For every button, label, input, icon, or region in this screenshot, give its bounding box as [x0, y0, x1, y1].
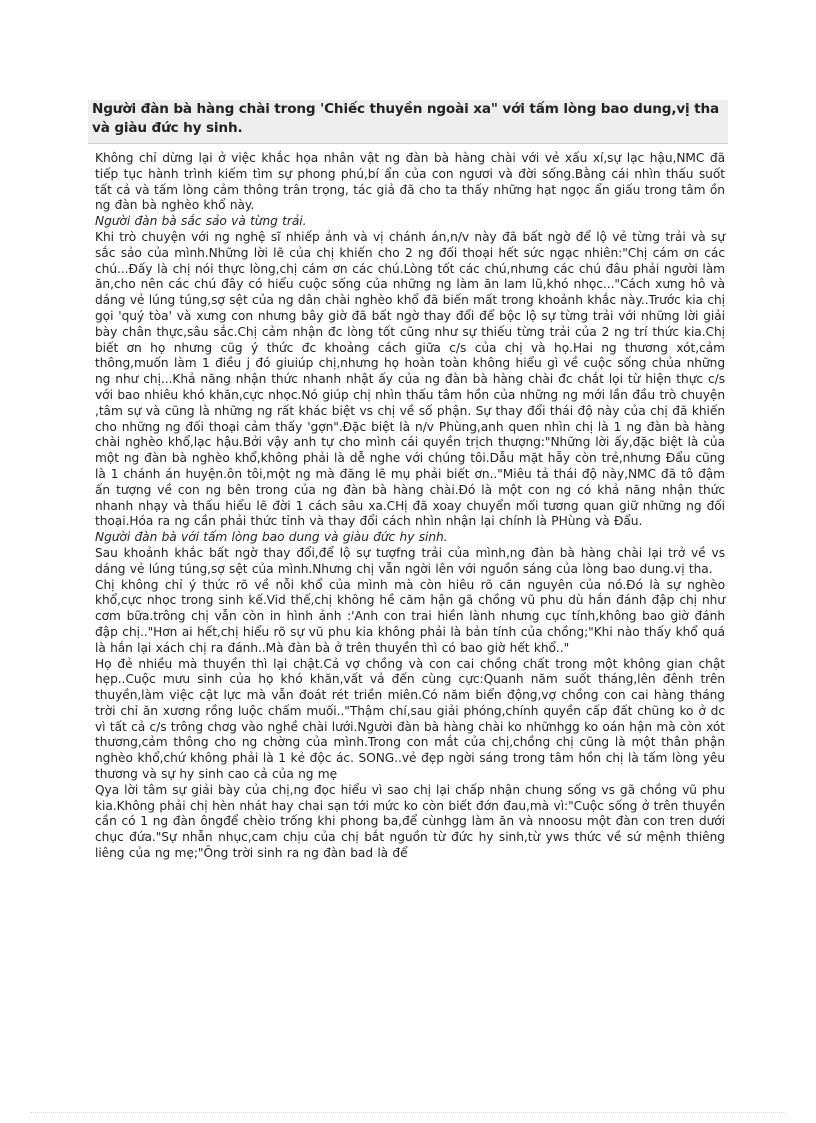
document-title: Người đàn bà hàng chài trong 'Chiếc thuyền ngoài xa" với tấm lòng bao dung,vị tha và giàu đức hy sinh. [92, 101, 720, 136]
paragraph-awareness: Chị không chỉ ý thức rõ về nỗi khổ của mình mà còn hiêu rõ căn nguyên của nó.Đó là sự nghèo khổ,cực nhọc trong sinh kế.Vid thế,chị không hề căm hận gã chồng vũ phu dù hắn đánh đập chị như cơm bữa.trông chị vẫn còn in hình ảnh :'Anh con trai hiền lành nhưng cục tính,không bao giờ đánh đập chị.."Hơn ai hết,chị hiểu rõ sự vũ phu kia không phải là bản tính của chồng;"Khi nào thấy khổ quá là hắn lại xách chị ra đánh..Mà đàn bà ở trên thuyền thì có bao giờ hết khổ.." [95, 577, 725, 655]
paragraph-intro: Không chỉ dừng lại ở việc khắc họa nhân vật ng đàn bà hàng chài với vẻ xấu xí,sự lạc hậu,NMC đã tiếp tục hành trình kiếm tìm sự phong phú,bí ẩn của con ngươi và đời sống.Bằng cái nhìn thấu suốt tất cả và tấm lòng cảm thông trân trọng, tác giả đã cho ta thấy những hạt ngọc ẩn giấu trong tâm ồn ng đàn bà nghèo khổ này. [95, 151, 725, 213]
paragraph-conversation: Khi trò chuyện với ng nghệ sĩ nhiếp ảnh và vị chánh án,n/v này đã bất ngờ để lộ vẻ từng trải và sự sắc sảo của mình.Những lời lẽ của chị khiến cho 2 ng đối thoại hết sức ngạc nhiên:"Chị cám ơn các chú...Đấy là chị nói thực lòng,chị cám ơn các chú.Lòng tốt các chú,nhưng các chú đâu phải người làm ăn,cho nên các chú đây có hiểu cuộc sống của những ng làm ăn lam lũ,khó nhọc..."Cách xưng hô và dáng vẻ lúng túng,sợ sệt của ng dân chài nghèo khổ đã biến mất trong khoảnh khắc này..Trước kia chị gọi 'quý tòa' và xưng con nhưng bây giờ đã bất ngờ thay đổi để bộc lộ sự từng trải với những lời giải bày chân thực,sâu sắc.Chị cảm nhận đc lòng tốt cũng như sự thiếu từng trải của 2 ng trí thức kia.Chị biết ơn họ nhưng cũg ý thức đc khoảng cách giữa c/s của chị và họ.Hai ng thương xót,cảm thông,muốn làm 1 điều j đó giuiúp chị,nhưng họ hoàn toàn không hiểu gì về cuộc sống chủa những ng như chị...Khả năng nhận thức nhanh nhật ấy của ng đàn bà hàng chài đc chắt lọi từ hiện thực c/s với bao nhiêu khó khăn,cực nhọc.Nó giúp chị nhìn thấu tâm hồn của những ng mới lần đầu trò chuyện ,tâm sự và cũng là những ng rất khác biệt vs chị về số phận. Sự thay đổi thái độ này của chị đã khiến cho những ng đối thoại cảm thấy 'gợn".Đặc biệt là n/v Phùng,anh quen nhìn chị là 1 ng đàn bà hàng chài nghèo khổ,lạc hậu.Bởi vậy anh tự cho mình cái quyền trịch thượng:"Những lời ấy,đặc biệt là của một ng đàn bà nghèo khổ,không phải là dễ nghe với chúng tôi.Dẫu mặt hẵy còn trẻ,nhưng Đẩu cũng là 1 chánh án huyện.ôn tôi,một ng mà đăng lẽ mụ phải biết ơn.."Miêu tả thái độ này,NMC đã tô đậm ấn tượng về con ng bên trong của ng đàn bà hàng chài.Đó là một con ng có khả năng nhận thức nhanh nhạy và thấu hiểu lẽ đời 1 cách sâu xa.CHị đã xoay chuyển mối tương quan giữ những ng đối thoại.Hóa ra ng cần phải thức tỉnh và thay đổi cách nhìn nhận lại chính là PHùng và Đẩu. [95, 229, 725, 529]
document-body [95, 151, 725, 862]
paragraph-after-moment: Sau khoảnh khắc bất ngờ thay đổi,để lộ sự tượfng trải của mình,ng đàn bà hàng chài lại trở về vs dáng vẻ lúng túng,sợ sệt của mình.Nhưng chị vẫn ngời lên với nguồn sáng của lòng bao dung.vị tha. [95, 545, 725, 576]
paragraph-hardship: Họ đẻ nhiều mà thuyền thì lại chật.Cả vợ chồng và con cai chồng chất trong một không gian chật hẹp..Cuộc mưu sinh của họ khó khăn,vất vả đến cùng cực:Quanh năm suốt tháng,lên đênh trên thuyền,làm việc cật lực mà vẫn đoát rét triền miên.Có năm biển động,vợ chồng con cai hàng tháng trời chỉ ăn xương rồng luộc chấm muối.."Thậm chí,sau giải phóng,chính quyền cấp đất chũng ko ở dc vì tất cả c/s trông chơg vào nghề chài lưới.Người đàn bà hàng chài ko nhữnhgg ko oán hận mà còn xót thương,cảm thông cho ng chờng của mình.Trong con mắt của chị,chồng chị cũng là một thân phận nghèo khổ,chứ không phải là 1 kẻ độc ác. SONG..vẻ đẹp ngời sáng trong tâm hồn chị là tấm lòng yêu thương và sự hy sinh cao cả của ng mẹ [95, 656, 725, 782]
title-banner [88, 100, 728, 144]
subheading-tolerance-sacrifice: Người đàn bà với tấm lòng bao dung và giàu đức hy sinh. [95, 530, 448, 545]
paragraph-confession: Qya lời tâm sự giải bày của chị,ng đọc hiểu vì sao chị lại chấp nhận chung sống vs gã chồng vũ phu kia.Không phải chị hèn nhát hay chai sạn tới mức ko còn biết đớn đau,mà vì:"Cuộc sống ở trên thuyền cần có 1 ng đàn ôngđể chèio trống khi phong ba,để cùnhgg làm ăn và nnoosu một đàn con tren dưới chục đứa."Sự nhẫn nhục,cam chịu của chị bắt nguồn từ đức hy sinh,từ yws thức về sứ mệnh thiêng liêng của ng mẹ;"Ông trời sinh ra ng đàn bad là để [95, 782, 725, 861]
subheading-sharp-experienced: Người đàn bà sắc sảo và từng trải. [95, 214, 307, 229]
footer-divider [30, 1112, 786, 1113]
